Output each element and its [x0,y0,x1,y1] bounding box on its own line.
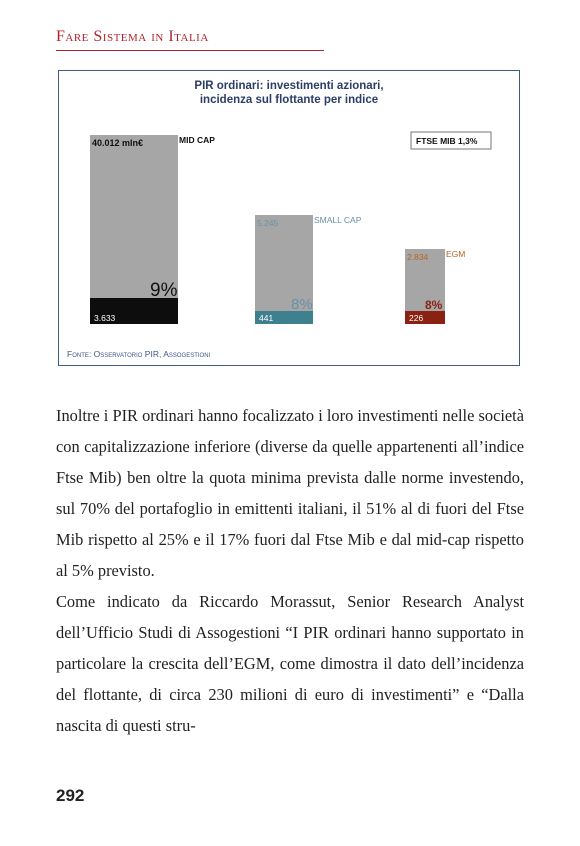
paragraph-2: Come indicato da Riccardo Morassut, Senior Research Analyst dell’Ufficio Studi di Assogestioni “I PIR ordinari hanno supportato in particolare la crescita dell’EGM, come dimostra il dato dell’incidenza del flottante, di circa 230 milioni di euro di investimenti” e “Dalla nascita di questi stru- [56,592,524,735]
bar-pir-label-0: 3.633 [94,313,116,323]
chart-title-line2: incidenza sul flottante per indice [199,94,379,106]
category-label-1: SMALL CAP [314,215,362,225]
header-rule [56,50,324,51]
bar-total-label-1: 5.245 [257,218,279,228]
bar-chart [59,71,519,365]
chart-figure [58,70,520,366]
ftse-mib-note: FTSE MIB 1,3% [416,136,478,146]
chart-title-line1: PIR ordinari: investimenti azionari, [194,80,384,92]
chart-source: Fonte: Osservatorio PIR, Assogestioni [67,349,211,359]
bar-percentage-2: 8% [425,298,443,312]
bar-pir-label-2: 226 [409,313,424,323]
category-label-0: MID CAP [179,135,215,145]
category-label-2: EGM [446,249,466,259]
body-text [56,400,524,741]
bar-percentage-0: 9% [150,280,178,301]
bar-pir-label-1: 441 [259,313,274,323]
running-header: Fare Sistema in Italia [56,28,209,45]
page-number: 292 [56,786,85,805]
bar-total-label-0: 40.012 mln€ [92,138,144,148]
bar-total-label-2: 2.834 [407,252,429,262]
paragraph-1: Inoltre i PIR ordinari hanno focalizzato i loro investimenti nelle società con capitalizzazione inferiore (diverse da quelle appartenenti all’indice Ftse Mib) ben oltre la quota minima prevista dalle norme investendo, sul 70% del portafoglio in emittenti italiani, il 51% al di fuori del Ftse Mib rispetto al 25% e il 17% fuori dal Ftse Mib e dal mid-cap rispetto al 5% previsto. [56,406,524,580]
bar-percentage-1: 8% [291,296,313,313]
